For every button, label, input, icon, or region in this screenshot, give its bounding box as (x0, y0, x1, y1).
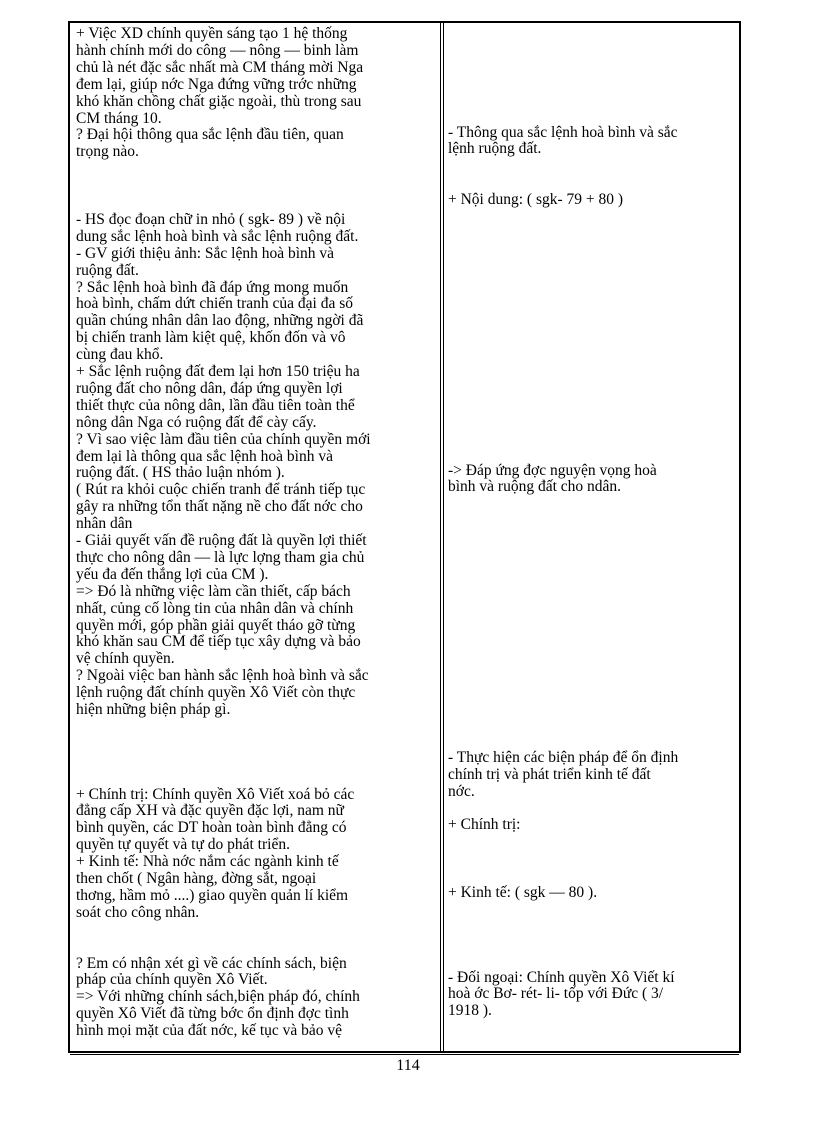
left-text-line: bình quyền, các DT hoàn toàn bình đẳng có (76, 819, 347, 837)
column-divider (440, 23, 441, 1051)
left-text-line: chủ là nét đặc sắc nhất mà CM tháng mời Nga (76, 58, 364, 76)
left-text-line: then chốt ( Ngân hàng, đờng sắt, ngoại (76, 870, 317, 887)
left-text-line: soát cho công nhân. (76, 903, 200, 921)
left-text-line: quần chúng nhân dân lao động, những ngời đã (76, 312, 364, 330)
left-text-line: + Sắc lệnh ruộng đất đem lại hơn 150 triệu ha (76, 363, 360, 380)
column-divider (443, 23, 444, 1051)
content-table (68, 21, 741, 1053)
left-text-line: hiện những biện pháp gì. (76, 701, 231, 718)
left-text-line: + Kinh tế: Nhà nớc nắm các ngành kinh tế (76, 853, 339, 871)
left-text-line: lệnh ruộng đất chính quyền Xô Viết còn thực (76, 684, 356, 702)
left-text-line: nông dân Nga có ruộng đất để cày cấy. (76, 413, 317, 431)
right-text-line: -> Đáp ứng đợc nguyện vọng hoà (448, 461, 657, 479)
right-text-line: - Thông qua sắc lệnh hoà bình và sắc (448, 123, 678, 141)
left-text-line: yếu đa đến thắng lợi của CM ). (76, 565, 269, 583)
left-text-line: khó khăn chồng chất giặc ngoài, thù trong sau (76, 92, 362, 110)
left-text-line: cùng đau khổ. (76, 346, 164, 364)
right-text-line: - Thực hiện các biện pháp để ổn định (448, 748, 679, 766)
left-text-line: ? Đại hội thông qua sắc lệnh đầu tiên, quan (76, 126, 344, 144)
left-text-line: ruộng đất. ( HS thảo luận nhóm ). (76, 464, 285, 482)
left-text-line: vệ chính quyền. (76, 650, 175, 668)
left-text-line: quyền mới, góp phần giải quyết tháo gỡ từng (76, 616, 356, 634)
left-text-line: quyền Xô Viết đã từng bớc ổn định đợc tình (76, 1005, 349, 1023)
left-text-line: ( Rút ra khỏi cuộc chiến tranh để tránh tiếp tục (76, 481, 366, 499)
left-text-line: - GV giới thiệu ảnh: Sắc lệnh hoà bình và (76, 244, 335, 262)
right-column-cell (448, 23, 738, 1051)
left-text-line: pháp của chính quyền Xô Viết. (76, 971, 268, 989)
page-number: 114 (396, 1057, 420, 1074)
left-text-line: trọng nào. (76, 143, 139, 161)
left-text-line: ? Vì sao việc làm đầu tiên của chính quyền mới (76, 430, 371, 448)
right-text-line: hoà ớc Bơ- rét- li- tốp với Đức ( 3/ (448, 985, 664, 1003)
left-text-line: hình mọi mặt của đất nớc, kế tục và bảo vệ (76, 1022, 343, 1040)
left-text-line: => Với những chính sách,biện pháp đó, chính (76, 988, 360, 1006)
left-text-line: CM tháng 10. (76, 109, 162, 127)
right-text-line: - Đối ngoại: Chính quyền Xô Viết kí (448, 968, 675, 986)
left-text-line: thơng, hầm mỏ ....) giao quyền quản lí kiểm (76, 886, 349, 904)
right-text-line: + Nội dung: ( sgk- 79 + 80 ) (448, 191, 624, 209)
left-text-line: - Giải quyết vấn đề ruộng đất là quyền lợi thiết (76, 532, 367, 549)
left-text-line: ruộng đất cho nông dân, đáp ứng quyền lợi (76, 379, 343, 397)
left-text-line: - HS đọc đoạn chữ in nhỏ ( sgk- 89 ) về nội (76, 210, 346, 228)
left-text-line: gây ra những tổn thất nặng nề cho đất nớc cho (76, 498, 363, 516)
left-text-line: quyền tự quyết và tự do phát triển. (76, 836, 290, 854)
left-column-cell (76, 23, 436, 1051)
left-text-line: nhất, củng cố lòng tin của nhân dân và chính (76, 599, 354, 617)
left-text-line: ? Sắc lệnh hoà bình đã đáp ứng mong muốn (76, 278, 349, 296)
left-text-line: thực cho nông dân — là lực lợng tham gia chủ (76, 548, 365, 566)
right-text-line: 1918 ). (448, 1002, 492, 1020)
left-text-line: thiết thực của nông dân, lần đầu tiên toàn thể (76, 396, 355, 414)
left-text-line: đem lại là thông qua sắc lệnh hoà bình và (76, 447, 333, 465)
left-text-line: nhân dân (76, 515, 133, 533)
right-text-line: + Chính trị: (448, 816, 521, 834)
right-text-line: chính trị và phát triển kinh tế đất (448, 765, 651, 783)
left-text-line: ? Em có nhận xét gì về các chính sách, biện (76, 954, 347, 972)
left-text-line: đẳng cấp XH và đặc quyền đặc lợi, nam nữ (76, 802, 344, 820)
left-text-line: + Chính trị: Chính quyền Xô Viết xoá bỏ các (76, 785, 355, 803)
left-text-line: + Việc XD chính quyền sáng tạo 1 hệ thống (76, 25, 348, 42)
right-text-line: + Kinh tế: ( sgk — 80 ). (448, 884, 598, 901)
left-text-line: khó khăn sau CM để tiếp tục xây dựng và bảo (76, 633, 361, 651)
right-text-line: lệnh ruộng đất. (448, 140, 542, 158)
left-text-line: ruộng đất. (76, 261, 139, 279)
left-text-line: dung sắc lệnh hoà bình và sắc lệnh ruộng đất. (76, 227, 359, 245)
right-text-line: nớc. (448, 782, 475, 800)
right-text-line: bình và ruộng đất cho ndân. (448, 478, 622, 496)
left-text-line: hành chính mới do công — nông — binh làm (76, 41, 359, 59)
left-text-line: ? Ngoài việc ban hành sắc lệnh hoà bình và sắc (76, 667, 369, 685)
left-text-line: => Đó là những việc làm cần thiết, cấp bách (76, 582, 351, 600)
left-text-line: bị chiến tranh làm kiệt quệ, khốn đốn và vô (76, 329, 346, 347)
left-text-line: hoà bình, chấm dứt chiến tranh của đại đa số (76, 295, 353, 313)
left-text-line: đem lại, giúp nớc Nga đứng vững trớc những (76, 75, 357, 93)
